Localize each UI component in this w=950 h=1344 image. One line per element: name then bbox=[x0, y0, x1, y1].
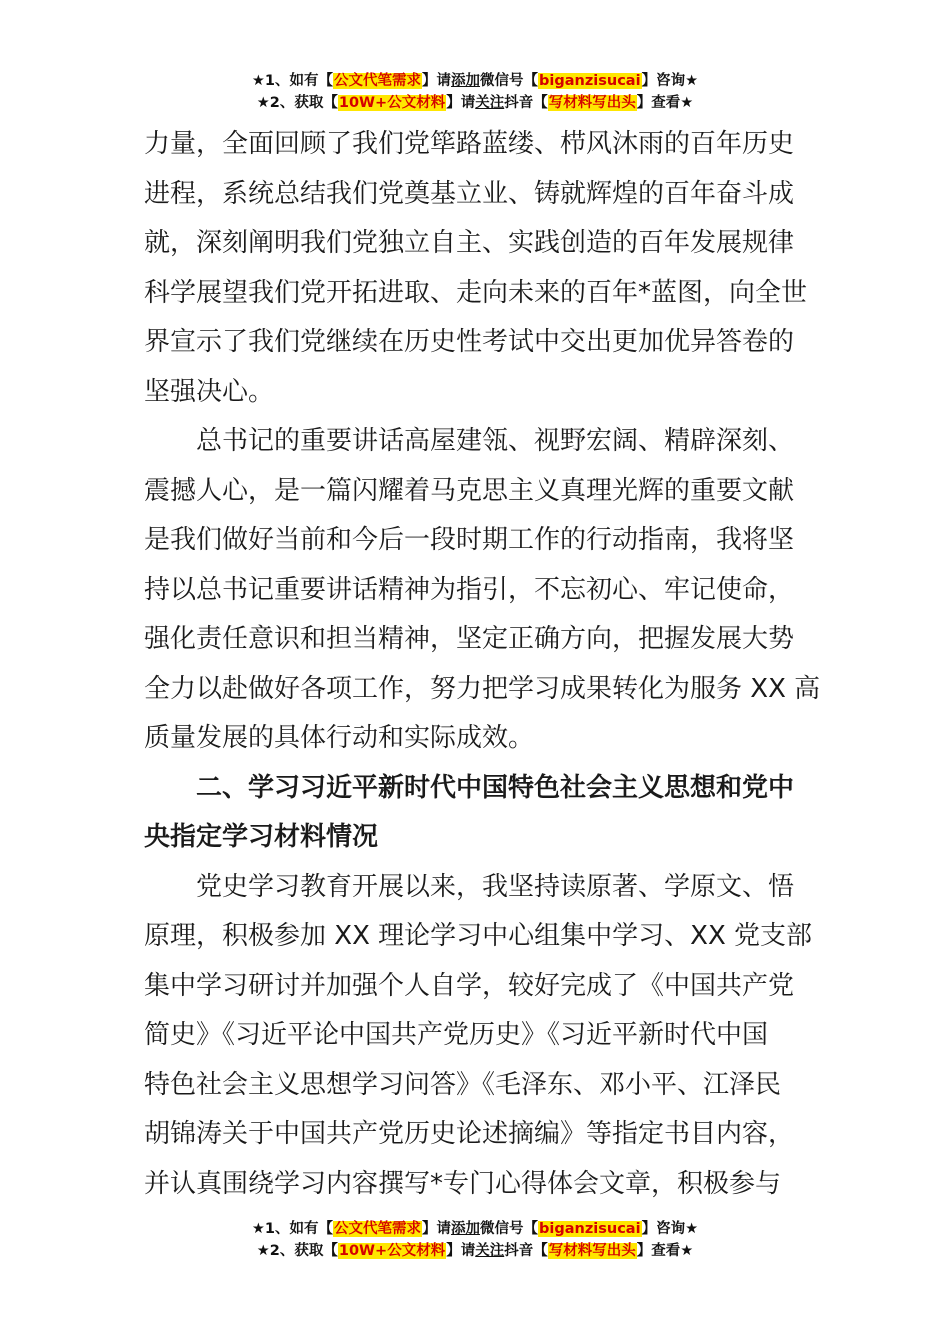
banner-line-1 bbox=[0, 1218, 950, 1240]
banner-text: 】请 bbox=[446, 1243, 476, 1259]
body-line: 就，深刻阐明我们党独立自主、实践创造的百年发展规律 bbox=[144, 228, 795, 258]
section-heading: 二、学习习近平新时代中国特色社会主义思想和党中 bbox=[196, 772, 795, 803]
banner-underline-text: 添加 bbox=[451, 73, 481, 89]
banner-text: 】请 bbox=[422, 73, 452, 89]
body-line: 党史学习教育开展以来，我坚持读原著、学原文、悟 bbox=[196, 871, 795, 902]
body-line: 强化责任意识和担当精神，坚定正确方向，把握发展大势 bbox=[144, 624, 795, 654]
body-line: 全力以赴做好各项工作，努力把学习成果转化为服务 XX 高 bbox=[144, 673, 821, 704]
banner-underline-text: 添加 bbox=[451, 1221, 481, 1237]
banner-highlight: 公文代笔需求 bbox=[334, 73, 422, 89]
header-banner bbox=[0, 70, 950, 114]
banner-text: 微信号【 bbox=[480, 73, 539, 89]
body-line: 简史》《习近平论中国共产党历史》《习近平新时代中国 bbox=[144, 1020, 769, 1050]
banner-underline-text: 关注 bbox=[475, 1243, 505, 1259]
banner-text: 抖音【 bbox=[504, 1243, 548, 1259]
body-line: 界宣示了我们党继续在历史性考试中交出更加优异答卷的 bbox=[144, 327, 795, 357]
banner-line-2 bbox=[0, 92, 950, 114]
banner-text: 】查看★ bbox=[636, 1243, 694, 1259]
body-line: 持以总书记重要讲话精神为指引，不忘初心、牢记使命， bbox=[144, 574, 795, 605]
body-line: 科学展望我们党开拓进取、走向未来的百年*蓝图，向全世 bbox=[144, 277, 808, 308]
banner-text: 】请 bbox=[422, 1221, 452, 1237]
banner-text: 微信号【 bbox=[480, 1221, 539, 1237]
banner-highlight: 10W+公文材料 bbox=[338, 95, 446, 111]
banner-text: 抖音【 bbox=[504, 95, 548, 111]
banner-line-2 bbox=[0, 1240, 950, 1262]
banner-douyin-id: 写材料写出头 bbox=[548, 95, 636, 111]
banner-highlight: 公文代笔需求 bbox=[334, 1221, 422, 1237]
body-line: 胡锦涛关于中国共产党历史论述摘编》等指定书目内容， bbox=[144, 1119, 795, 1149]
banner-text: ★2、获取【 bbox=[256, 95, 338, 111]
body-line: 力量，全面回顾了我们党筚路蓝缕、栉风沐雨的百年历史 bbox=[144, 129, 795, 159]
body-line: 进程，系统总结我们党奠基立业、铸就辉煌的百年奋斗成 bbox=[144, 178, 795, 209]
banner-text: ★1、如有【 bbox=[251, 73, 334, 89]
body-line: 原理，积极参加 XX 理论学习中心组集中学习、XX 党支部 bbox=[144, 921, 813, 951]
banner-underline-text: 关注 bbox=[475, 95, 505, 111]
banner-wechat-id: biganzisucai bbox=[539, 1221, 641, 1237]
footer-banner bbox=[0, 1218, 950, 1262]
body-line: 集中学习研讨并加强个人自学，较好完成了《中国共产党 bbox=[144, 970, 795, 1001]
body-line: 特色社会主义思想学习问答》《毛泽东、邓小平、江泽民 bbox=[144, 1069, 782, 1100]
banner-line-1 bbox=[0, 70, 950, 92]
banner-text: ★1、如有【 bbox=[251, 1221, 334, 1237]
body-line: 坚强决心。 bbox=[144, 376, 275, 407]
body-line: 震撼人心，是一篇闪耀着马克思主义真理光辉的重要文献 bbox=[144, 475, 795, 506]
banner-text: ★2、获取【 bbox=[256, 1243, 338, 1259]
banner-wechat-id: biganzisucai bbox=[539, 73, 641, 89]
body-line: 是我们做好当前和今后一段时期工作的行动指南，我将坚 bbox=[144, 525, 795, 555]
banner-text: 】咨询★ bbox=[641, 1221, 699, 1237]
section-heading-cont: 央指定学习材料情况 bbox=[144, 822, 379, 852]
document-body bbox=[144, 120, 821, 1209]
body-line: 质量发展的具体行动和实际成效。 bbox=[144, 723, 535, 753]
banner-text: 】咨询★ bbox=[641, 73, 699, 89]
body-line: 总书记的重要讲话高屋建瓴、视野宏阔、精辟深刻、 bbox=[196, 426, 795, 456]
body-line: 并认真围绕学习内容撰写*专门心得体会文章，积极参与 bbox=[144, 1168, 782, 1199]
banner-douyin-id: 写材料写出头 bbox=[548, 1243, 636, 1259]
banner-text: 】查看★ bbox=[636, 95, 694, 111]
banner-text: 】请 bbox=[446, 95, 476, 111]
banner-highlight: 10W+公文材料 bbox=[338, 1243, 446, 1259]
